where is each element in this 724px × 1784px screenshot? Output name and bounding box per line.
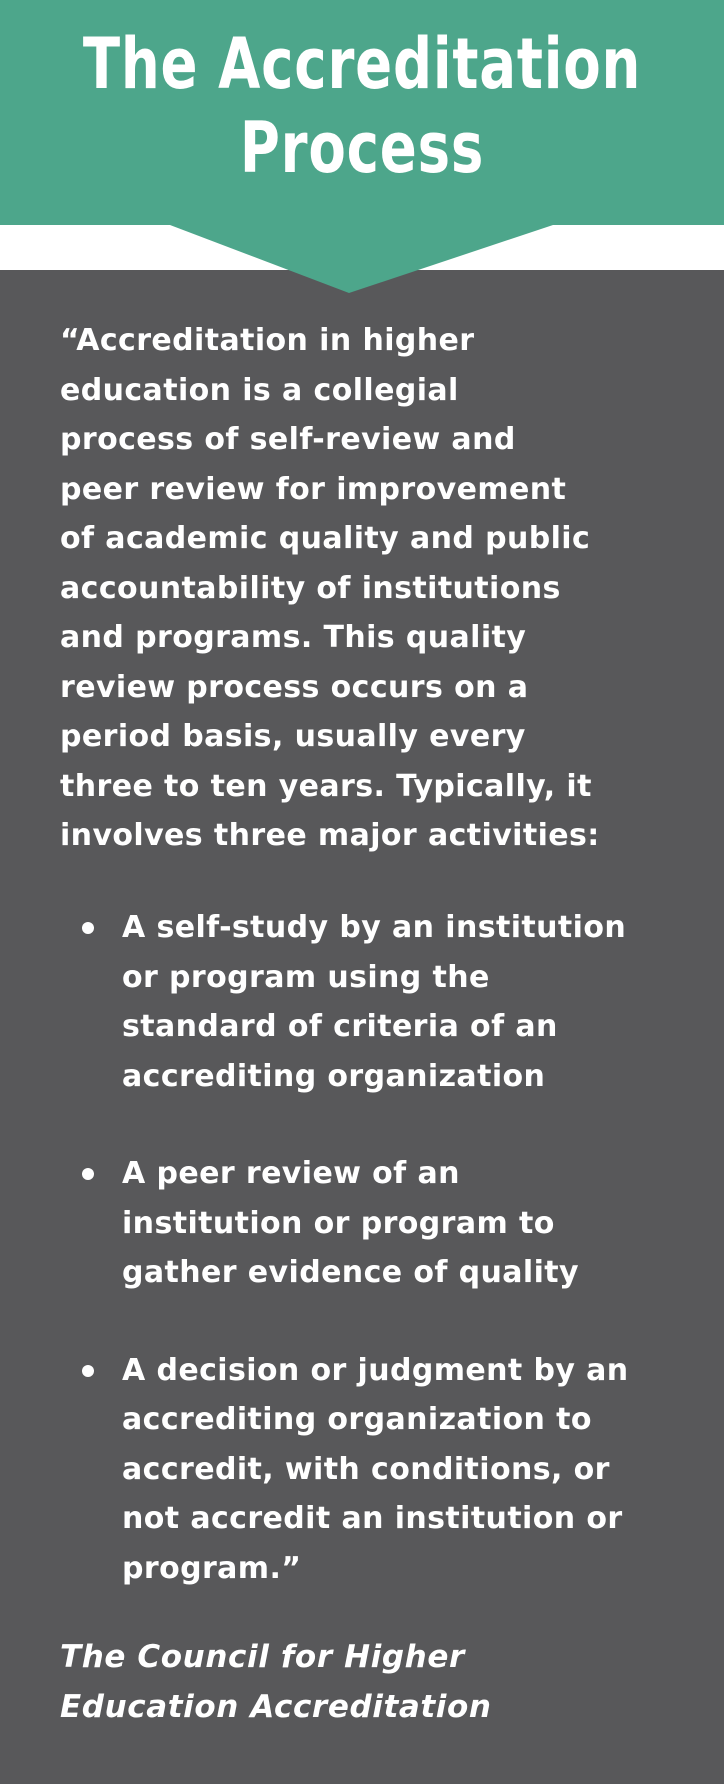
list-item	[60, 1346, 700, 1594]
quote-line: accountability of institutions	[60, 570, 561, 606]
quote-paragraph	[60, 316, 680, 861]
list-item-line: standard of criteria of an	[122, 1009, 558, 1044]
quote-line: of academic quality and public	[60, 521, 591, 556]
attribution-line: Education Accreditation	[60, 1689, 492, 1725]
quote-line: process of self-review and	[60, 422, 516, 457]
bullet-dot-icon	[82, 1365, 94, 1377]
bullet-dot-icon	[82, 1168, 94, 1180]
activities-list	[60, 903, 700, 1593]
quote-line: and programs. This quality	[60, 620, 527, 655]
title-line: The Accreditation	[82, 23, 642, 105]
quote-attribution	[60, 1632, 680, 1732]
bullet-dot-icon	[82, 922, 94, 934]
quote-line: period basis, usually every	[60, 719, 526, 754]
quote-line: involves three major activities:	[60, 818, 600, 853]
attribution-line: The Council for Higher	[60, 1639, 465, 1675]
list-item-line: gather evidence of quality	[122, 1255, 579, 1290]
quote-line: education is a collegial	[60, 372, 459, 408]
list-item-line: institution or program to	[122, 1205, 555, 1241]
list-item-line: program.”	[122, 1550, 302, 1586]
list-item-line: A decision or judgment by an	[122, 1352, 629, 1388]
quote-line: review process occurs on a	[60, 669, 529, 705]
list-item-line: A peer review of an	[122, 1156, 460, 1191]
list-item-line: not accredit an institution or	[122, 1501, 623, 1536]
quote-line: three to ten years. Typically, it	[60, 768, 592, 804]
list-item-line: accredit, with conditions, or	[122, 1451, 610, 1487]
list-item-line: or program using the	[122, 959, 490, 995]
list-item-line: A self-study by an institution	[122, 910, 627, 945]
quote-line: “Accreditation in higher	[60, 323, 475, 358]
page-title	[80, 22, 645, 190]
list-item-line: accrediting organization	[122, 1058, 546, 1094]
quote-line: peer review for improvement	[60, 471, 567, 507]
list-item	[60, 1149, 700, 1298]
list-item	[60, 903, 700, 1101]
title-line: Process	[239, 107, 485, 189]
list-item-line: accrediting organization to	[122, 1402, 592, 1437]
title-banner	[0, 0, 724, 225]
